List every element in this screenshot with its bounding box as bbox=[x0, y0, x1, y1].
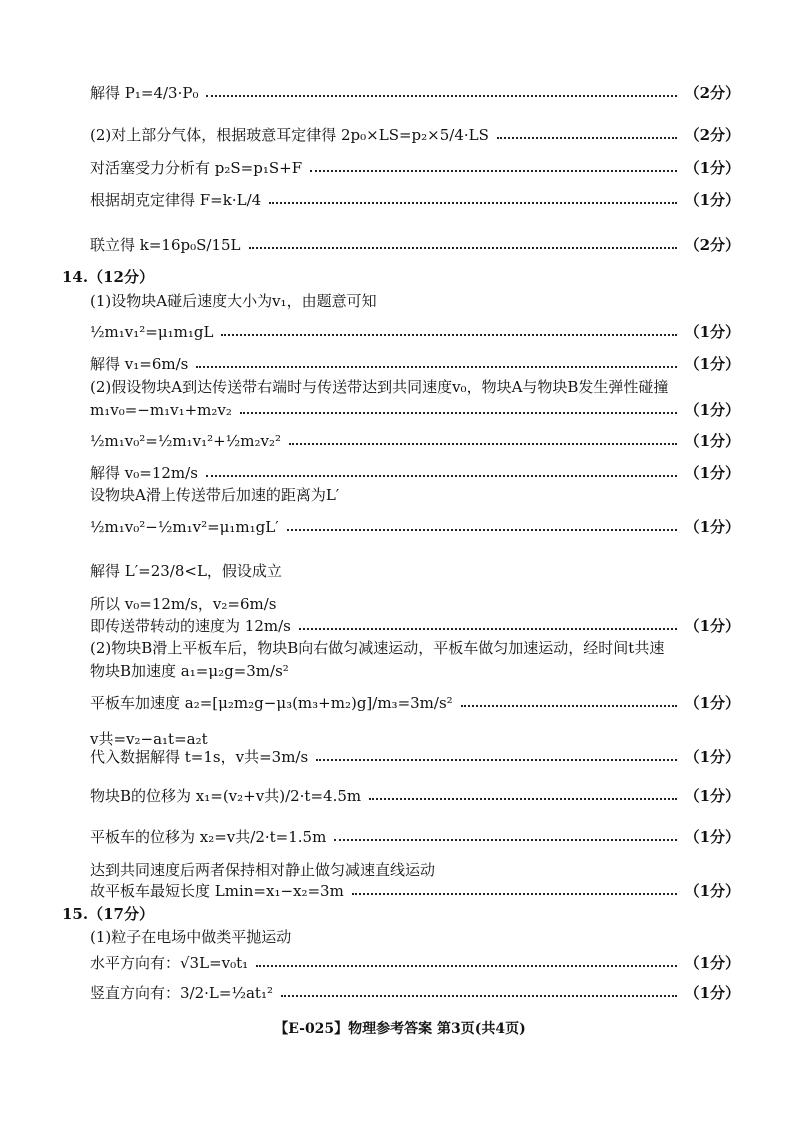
score-label: （1分） bbox=[684, 355, 740, 373]
answer-line: 根据胡克定律得 F=k·L/4 （1分） bbox=[90, 191, 740, 209]
answer-line: 对活塞受力分析有 p₂S=p₁S+F （1分） bbox=[90, 159, 740, 177]
score-label: （1分） bbox=[684, 518, 740, 536]
answer-line: (1)设物块A碰后速度大小为v₁，由题意可知 bbox=[90, 292, 377, 310]
answer-line: ½m₁v₁²=μ₁m₁gL （1分） bbox=[90, 322, 740, 341]
answer-line: 水平方向有：√3L=v₀t₁ （1分） bbox=[90, 954, 740, 972]
answer-line: 故平板车最短长度 Lmin=x₁−x₂=3m （1分） bbox=[90, 882, 740, 900]
answer-line: 达到共同速度后两者保持相对静止做匀减速直线运动 bbox=[90, 861, 436, 879]
score-label: （1分） bbox=[684, 464, 740, 482]
answer-line: 联立得 k=16p₀S/15L （2分） bbox=[90, 236, 740, 254]
answer-line: 解得 L′=23/8<L，假设成立 bbox=[90, 562, 282, 580]
answer-line: 即传送带转动的速度为 12m/s （1分） bbox=[90, 617, 740, 635]
answer-line: (1)粒子在电场中做类平抛运动 bbox=[90, 928, 292, 946]
answer-line: v共=v₂−a₁t=a₂t bbox=[90, 730, 208, 748]
score-label: （1分） bbox=[684, 191, 740, 209]
answer-line: 物块B的位移为 x₁=(v₂+v共)/2·t=4.5m （1分） bbox=[90, 787, 740, 805]
answer-line: 平板车的位移为 x₂=v共/2·t=1.5m （1分） bbox=[90, 828, 740, 846]
answer-line: 解得 P₁=4/3·P₀ （2分） bbox=[90, 84, 740, 102]
score-label: （1分） bbox=[684, 432, 740, 450]
score-label: （1分） bbox=[684, 159, 740, 177]
score-label: （1分） bbox=[684, 323, 740, 341]
score-label: （1分） bbox=[684, 984, 740, 1002]
answer-line: 解得 v₀=12m/s （1分） bbox=[90, 464, 740, 482]
score-label: （1分） bbox=[684, 748, 740, 766]
score-label: （1分） bbox=[684, 828, 740, 846]
score-label: （1分） bbox=[684, 401, 740, 419]
answer-line: ½m₁v₀²−½m₁v²=μ₁m₁gL′ （1分） bbox=[90, 517, 740, 536]
answer-line: (2)假设物块A到达传送带右端时与传送带达到共同速度v₀，物块A与物块B发生弹性碰撞 bbox=[90, 378, 669, 396]
page-footer: 【E-025】物理参考答案 第3页(共4页) bbox=[274, 1021, 526, 1037]
answer-line: 设物块A滑上传送带后加速的距离为L′ bbox=[90, 486, 340, 504]
question-heading: 15.（17分） bbox=[62, 905, 154, 923]
score-label: （2分） bbox=[684, 236, 740, 254]
score-label: （1分） bbox=[684, 787, 740, 805]
answer-line: 代入数据解得 t=1s，v共=3m/s （1分） bbox=[90, 748, 740, 766]
answer-line: 解得 v₁=6m/s （1分） bbox=[90, 355, 740, 373]
answer-line: ½m₁v₀²=½m₁v₁²+½m₂v₂² （1分） bbox=[90, 431, 740, 450]
answer-line: 物块B加速度 a₁=μ₂g=3m/s² bbox=[90, 662, 289, 680]
answer-line: (2)物块B滑上平板车后，物块B向右做匀减速运动，平板车做匀加速运动，经时间t共速 bbox=[90, 639, 665, 657]
question-heading: 14.（12分） bbox=[62, 268, 154, 286]
answer-line: 所以 v₀=12m/s，v₂=6m/s bbox=[90, 595, 277, 613]
score-label: （1分） bbox=[684, 617, 740, 635]
score-label: （2分） bbox=[684, 126, 740, 144]
answer-line: 竖直方向有：3/2·L=½at₁² （1分） bbox=[90, 984, 740, 1002]
answer-line: m₁v₀=−m₁v₁+m₂v₂ （1分） bbox=[90, 400, 740, 419]
score-label: （1分） bbox=[684, 694, 740, 712]
score-label: （2分） bbox=[684, 84, 740, 102]
answer-line: 平板车加速度 a₂=[μ₂m₂g−μ₃(m₃+m₂)g]/m₃=3m/s² （1分） bbox=[90, 694, 740, 712]
score-label: （1分） bbox=[684, 954, 740, 972]
score-label: （1分） bbox=[684, 882, 740, 900]
answer-line: (2)对上部分气体，根据玻意耳定律得 2p₀×LS=p₂×5/4·LS （2分） bbox=[90, 126, 740, 144]
